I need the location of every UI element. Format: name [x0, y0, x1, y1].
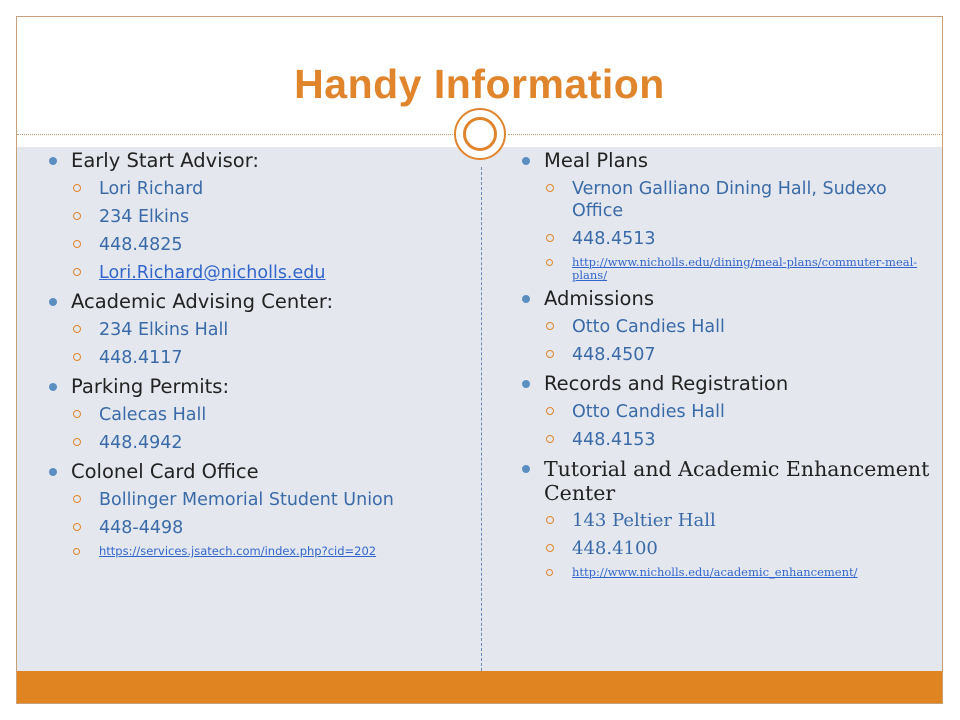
- academic-advising-phone: 448.4117: [41, 347, 471, 369]
- meal-plans-heading: Meal Plans: [514, 149, 932, 173]
- parking-phone: 448.4942: [41, 432, 471, 454]
- page-title: Handy Information: [294, 61, 665, 107]
- early-start-office: 234 Elkins: [41, 206, 471, 228]
- colonel-card-url-item: [41, 545, 471, 558]
- title-divider-left: [17, 134, 453, 135]
- early-start-heading: Early Start Advisor:: [41, 149, 471, 173]
- parking-office: Calecas Hall: [41, 404, 471, 426]
- admissions-phone: 448.4507: [514, 344, 932, 366]
- early-start-name: Lori Richard: [41, 178, 471, 200]
- admissions-heading: Admissions: [514, 287, 932, 311]
- footer-bar: [17, 671, 943, 703]
- early-start-phone: 448.4825: [41, 234, 471, 256]
- tutorial-office: 143 Peltier Hall: [514, 510, 932, 532]
- circle-ornament-inner-icon: [463, 117, 497, 151]
- right-column: [514, 147, 932, 585]
- tutorial-phone: 448.4100: [514, 538, 932, 560]
- meal-plans-url-link[interactable]: http://www.nicholls.edu/dining/meal-plans/commuter-meal-plans/: [572, 255, 918, 282]
- meal-plans-phone: 448.4513: [514, 228, 932, 250]
- records-office: Otto Candies Hall: [514, 401, 932, 423]
- colonel-card-url-link[interactable]: https://services.jsatech.com/index.php?cid=202: [99, 544, 377, 558]
- records-heading: Records and Registration: [514, 372, 932, 396]
- records-phone: 448.4153: [514, 429, 932, 451]
- academic-advising-heading: Academic Advising Center:: [41, 290, 471, 314]
- parking-heading: Parking Permits:: [41, 375, 471, 399]
- tutorial-url-item: [514, 566, 932, 579]
- tutorial-heading: Tutorial and Academic Enhancement Center: [514, 457, 932, 505]
- colonel-card-office: Bollinger Memorial Student Union: [41, 489, 471, 511]
- column-divider: [481, 167, 482, 671]
- left-column: [41, 147, 471, 564]
- colonel-card-heading: Colonel Card Office: [41, 460, 471, 484]
- slide: [16, 16, 943, 704]
- meal-plans-url-item: [514, 256, 932, 281]
- meal-plans-office: Vernon Galliano Dining Hall, Sudexo Office: [514, 178, 932, 222]
- early-start-email-item: [41, 262, 471, 284]
- title-divider-right: [508, 134, 943, 135]
- academic-advising-office: 234 Elkins Hall: [41, 319, 471, 341]
- colonel-card-phone: 448-4498: [41, 517, 471, 539]
- early-start-email-link[interactable]: Lori.Richard@nicholls.edu: [99, 263, 326, 283]
- admissions-office: Otto Candies Hall: [514, 316, 932, 338]
- tutorial-url-link[interactable]: http://www.nicholls.edu/academic_enhancement/: [572, 565, 858, 579]
